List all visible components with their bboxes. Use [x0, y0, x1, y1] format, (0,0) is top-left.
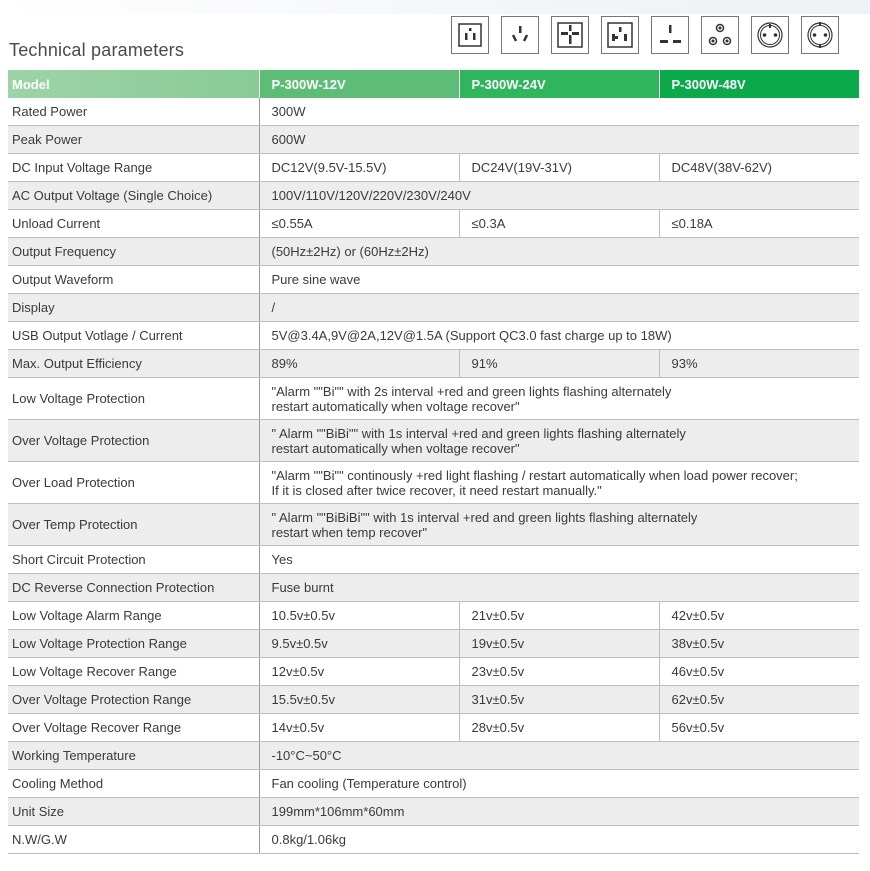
top-band	[0, 0, 870, 14]
table-row	[8, 154, 859, 182]
row-label: DC Reverse Connection Protection	[8, 574, 259, 602]
value-48v: 62v±0.5v	[659, 686, 859, 714]
value-24v: DC24V(19V-31V)	[459, 154, 659, 182]
table-row	[8, 294, 859, 322]
table-row	[8, 574, 859, 602]
value-12v: 89%	[259, 350, 459, 378]
table-row	[8, 742, 859, 770]
value-24v: 19v±0.5v	[459, 630, 659, 658]
row-label: Over Load Protection	[8, 462, 259, 504]
table-row	[8, 770, 859, 798]
row-label: Over Voltage Recover Range	[8, 714, 259, 742]
spec-table	[8, 70, 859, 854]
table-row	[8, 798, 859, 826]
value-24v: 31v±0.5v	[459, 686, 659, 714]
value-24v: 91%	[459, 350, 659, 378]
table-row	[8, 686, 859, 714]
table-row	[8, 546, 859, 574]
value-48v: 56v±0.5v	[659, 714, 859, 742]
value-12v: 14v±0.5v	[259, 714, 459, 742]
row-value: Fan cooling (Temperature control)	[259, 770, 859, 798]
header-row	[8, 70, 859, 98]
row-label: Low Voltage Alarm Range	[8, 602, 259, 630]
row-value	[259, 504, 859, 546]
table-row	[8, 182, 859, 210]
value-48v: 93%	[659, 350, 859, 378]
row-label: N.W/G.W	[8, 826, 259, 854]
header-24v: P-300W-24V	[459, 70, 659, 98]
table-row	[8, 126, 859, 154]
fr-plug-icon	[751, 16, 789, 54]
table-row	[8, 630, 859, 658]
de-plug-icon	[801, 16, 839, 54]
header-12v: P-300W-12V	[259, 70, 459, 98]
row-label: Display	[8, 294, 259, 322]
value-24v: 23v±0.5v	[459, 658, 659, 686]
value-12v: ≤0.55A	[259, 210, 459, 238]
row-label: Over Temp Protection	[8, 504, 259, 546]
page-title: Technical parameters	[9, 40, 185, 60]
value-24v: 28v±0.5v	[459, 714, 659, 742]
value-24v: 21v±0.5v	[459, 602, 659, 630]
row-label: AC Output Voltage (Single Choice)	[8, 182, 259, 210]
value-line-1: " Alarm ""BiBiBi"" with 1s interval +red and green lights flashing alternately	[271, 509, 698, 525]
br-plug-icon	[601, 16, 639, 54]
value-12v: DC12V(9.5V-15.5V)	[259, 154, 459, 182]
row-label: DC Input Voltage Range	[8, 154, 259, 182]
in-plug-icon	[701, 16, 739, 54]
value-24v: ≤0.3A	[459, 210, 659, 238]
row-label: Working Temperature	[8, 742, 259, 770]
row-value: 199mm*106mm*60mm	[259, 798, 859, 826]
row-label: Unit Size	[8, 798, 259, 826]
value-line-1: "Alarm ""Bi"" with 2s interval +red and green lights flashing alternately	[271, 383, 672, 399]
table-row	[8, 504, 859, 546]
header-48v: P-300W-48V	[659, 70, 859, 98]
value-line-1: "Alarm ""Bi"" continously +red light flashing / restart automatically when load power recover;	[271, 467, 798, 483]
table-row	[8, 238, 859, 266]
table-row	[8, 210, 859, 238]
table-row	[8, 826, 859, 854]
row-label: USB Output Votlage / Current	[8, 322, 259, 350]
value-line-2: If it is closed after twice recover, it need restart manually."	[271, 482, 602, 498]
au-plug-icon	[501, 16, 539, 54]
row-value	[259, 420, 859, 462]
row-value: Fuse burnt	[259, 574, 859, 602]
table-row	[8, 462, 859, 504]
row-label: Cooling Method	[8, 770, 259, 798]
row-label: Max. Output Efficiency	[8, 350, 259, 378]
row-label: Over Voltage Protection Range	[8, 686, 259, 714]
row-label: Unload Current	[8, 210, 259, 238]
row-value: 600W	[259, 126, 859, 154]
header-model: Model	[8, 70, 259, 98]
value-48v: ≤0.18A	[659, 210, 859, 238]
value-12v: 15.5v±0.5v	[259, 686, 459, 714]
row-value: 5V@3.4A,9V@2A,12V@1.5A (Support QC3.0 fast charge up to 18W)	[259, 322, 859, 350]
value-48v: 42v±0.5v	[659, 602, 859, 630]
value-line-1: " Alarm ""BiBi"" with 1s interval +red and green lights flashing alternately	[271, 425, 686, 441]
row-value: 0.8kg/1.06kg	[259, 826, 859, 854]
uk-plug-icon	[651, 16, 689, 54]
row-label: Rated Power	[8, 98, 259, 126]
table-row	[8, 98, 859, 126]
row-label: Low Voltage Protection Range	[8, 630, 259, 658]
table-row	[8, 350, 859, 378]
value-line-2: restart automatically when voltage recover"	[271, 440, 520, 456]
row-value: Yes	[259, 546, 859, 574]
universal-plug-icon	[551, 16, 589, 54]
row-label: Output Waveform	[8, 266, 259, 294]
row-label: Low Voltage Recover Range	[8, 658, 259, 686]
table-row	[8, 322, 859, 350]
row-label: Short Circuit Protection	[8, 546, 259, 574]
value-48v: 38v±0.5v	[659, 630, 859, 658]
table-row	[8, 714, 859, 742]
row-value: (50Hz±2Hz) or (60Hz±2Hz)	[259, 238, 859, 266]
table-row	[8, 658, 859, 686]
row-value	[259, 462, 859, 504]
value-12v: 10.5v±0.5v	[259, 602, 459, 630]
row-label: Low Voltage Protection	[8, 378, 259, 420]
row-value: 300W	[259, 98, 859, 126]
row-value: Pure sine wave	[259, 266, 859, 294]
row-value	[259, 378, 859, 420]
table-row	[8, 266, 859, 294]
value-12v: 12v±0.5v	[259, 658, 459, 686]
table-row	[8, 602, 859, 630]
table-row	[8, 378, 859, 420]
table-row	[8, 420, 859, 462]
row-value: 100V/110V/120V/220V/230V/240V	[259, 182, 859, 210]
value-48v: 46v±0.5v	[659, 658, 859, 686]
value-line-2: restart when temp recover"	[271, 524, 428, 540]
us-plug-icon	[451, 16, 489, 54]
value-12v: 9.5v±0.5v	[259, 630, 459, 658]
row-label: Over Voltage Protection	[8, 420, 259, 462]
row-label: Peak Power	[8, 126, 259, 154]
row-value: -10°C~50°C	[259, 742, 859, 770]
value-48v: DC48V(38V-62V)	[659, 154, 859, 182]
value-line-2: restart automatically when voltage recover"	[271, 398, 520, 414]
row-value: /	[259, 294, 859, 322]
plug-icon-row	[451, 16, 839, 56]
row-label: Output Frequency	[8, 238, 259, 266]
